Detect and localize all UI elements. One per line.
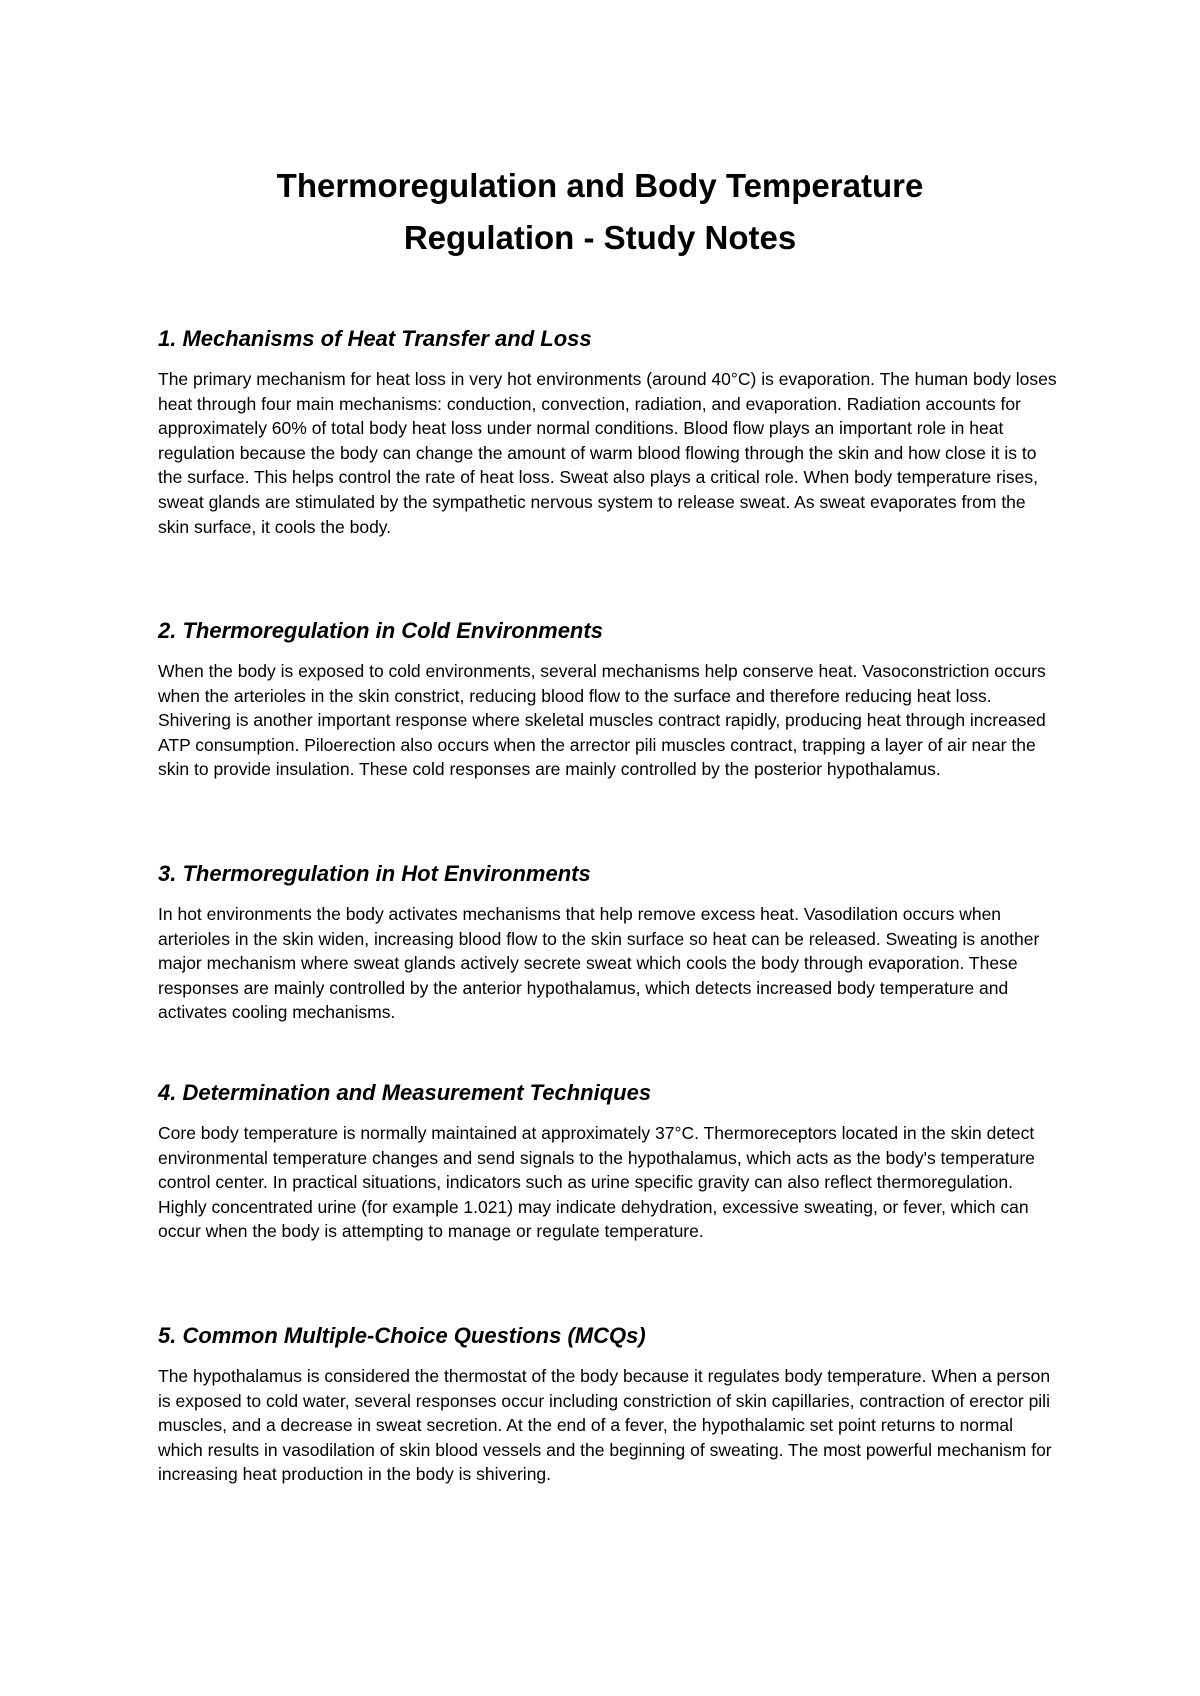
section-body: Core body temperature is normally maintained at approximately 37°C. Thermoreceptors located in the skin detect environmental temperature changes and send signals to the hypothalamus, which acts as the body's temperature control center. In practical situations, indicators such as urine specific gravity can also reflect thermoregulation. Highly concentrated urine (for example 1.021) may indicate dehydration, excessive sweating, or fever, which can occur when the body is attempting to manage or regulate temperature. — [158, 1123, 1035, 1242]
document-title-line-2: Regulation - Study Notes — [403, 219, 797, 256]
section-body: When the body is exposed to cold environments, several mechanisms help conserve heat. Vasoconstriction occurs when the arterioles in the skin constrict, reducing blood flow to the surface and therefore reducing heat loss. Shivering is another important response where skeletal muscles contract rapidly, producing heat through increased ATP consumption. Piloerection also occurs when the arrector pili muscles contract, trapping a layer of air near the skin to provide insulation. These cold responses are mainly controlled by the posterior hypothalamus. — [158, 661, 1046, 780]
section-body: In hot environments the body activates mechanisms that help remove excess heat. Vasodilation occurs when arterioles in the skin widen, increasing blood flow to the skin surface so heat can be released. Sweating is another major mechanism where sweat glands actively secrete sweat which cools the body through evaporation. These responses are mainly controlled by the anterior hypothalamus, which detects increased body temperature and activates cooling mechanisms. — [158, 904, 1040, 1023]
section-cold-environments — [158, 617, 1058, 782]
document-title-line-1: Thermoregulation and Body Temperature — [276, 167, 924, 204]
section-mcqs — [158, 1322, 1058, 1487]
section-heading: 3. Thermoregulation in Hot Environments — [158, 861, 591, 886]
section-body: The hypothalamus is considered the thermostat of the body because it regulates body temperature. When a person is exposed to cold water, several responses occur including constriction of skin capillaries, contraction of erector pili muscles, and a decrease in sweat secretion. At the end of a fever, the hypothalamic set point returns to normal which results in vasodilation of skin blood vessels and the beginning of sweating. The most powerful mechanism for increasing heat production in the body is shivering. — [158, 1366, 1052, 1485]
section-hot-environments — [158, 860, 1058, 1025]
section-body: The primary mechanism for heat loss in very hot environments (around 40°C) is evaporation. The human body loses heat through four main mechanisms: conduction, convection, radiation, and evaporation. Radiation accounts for approximately 60% of total body heat loss under normal conditions. Blood flow plays an important role in heat regulation because the body can change the amount of warm blood flowing through the skin and how close it is to the surface. This helps control the rate of heat loss. Sweat also plays a critical role. When body temperature rises, sweat glands are stimulated by the sympathetic nervous system to release sweat. As sweat evaporates from the skin surface, it cools the body. — [158, 369, 1057, 537]
section-heading: 2. Thermoregulation in Cold Environments — [158, 618, 603, 643]
section-heading: 4. Determination and Measurement Techniques — [158, 1080, 652, 1105]
section-heading: 5. Common Multiple-Choice Questions (MCQs) — [158, 1323, 646, 1348]
section-heading: 1. Mechanisms of Heat Transfer and Loss — [158, 326, 592, 351]
document-title — [160, 160, 1040, 264]
section-measurement-techniques — [158, 1079, 1058, 1244]
section-heat-transfer — [158, 325, 1058, 539]
